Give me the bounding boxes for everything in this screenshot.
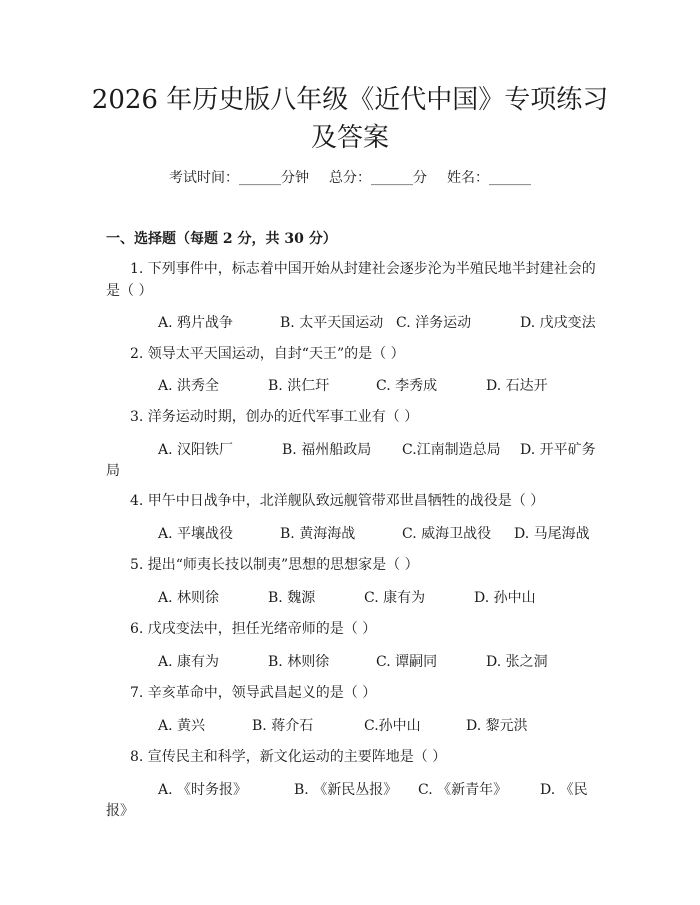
exam-meta: [0, 168, 700, 188]
question-1: [106, 259, 606, 279]
question-text: 4. 甲午中日战争中，北洋舰队致远舰管带邓世昌牺牲的战役是（ ）: [130, 493, 545, 509]
option-d[interactable]: D. 《民: [540, 782, 588, 798]
question-3-option-wrap: 局: [106, 463, 120, 479]
question-text: 1. 下列事件中，标志着中国开始从封建社会逐步沦为半殖民地半封建社会的: [130, 261, 596, 277]
question-7: [106, 683, 606, 703]
question-3: [106, 407, 606, 427]
option-b[interactable]: B. 太平天国运动: [280, 315, 384, 331]
question-text: 6. 戊戌变法中，担任光绪帝师的是（ ）: [130, 621, 377, 637]
page-title: 2026 年历史版八年级《近代中国》专项练习: [91, 85, 609, 115]
option-c[interactable]: C. 康有为: [364, 590, 426, 606]
question-6: [106, 619, 606, 639]
option-d[interactable]: D. 黎元洪: [466, 718, 528, 734]
page-title-continued: 及答案: [310, 123, 389, 153]
option-a[interactable]: A. 《时务报》: [158, 782, 248, 798]
question-2: [106, 344, 606, 364]
section-title-choice: 一、选择题（每题 2 分，共 30 分）: [106, 231, 337, 247]
option-b[interactable]: B. 林则徐: [268, 654, 330, 670]
question-text: 8. 宣传民主和科学，新文化运动的主要阵地是（ ）: [130, 749, 447, 765]
option-a[interactable]: A. 鸦片战争: [158, 315, 234, 331]
option-a[interactable]: A. 林则徐: [158, 590, 220, 606]
question-8-option-wrap: 报》: [106, 803, 134, 819]
option-c[interactable]: C. 威海卫战役: [402, 526, 492, 542]
option-a[interactable]: A. 康有为: [158, 654, 220, 670]
option-c[interactable]: C. 谭嗣同: [376, 654, 438, 670]
option-b[interactable]: B. 黄海海战: [280, 526, 356, 542]
option-c[interactable]: C. 李秀成: [376, 378, 438, 394]
option-a[interactable]: A. 汉阳铁厂: [158, 442, 234, 458]
option-a[interactable]: A. 平壤战役: [158, 526, 234, 542]
option-c[interactable]: C.江南制造总局: [402, 442, 501, 458]
option-c[interactable]: C. 洋务运动: [396, 315, 472, 331]
question-text-continued: 是（ ）: [106, 283, 153, 299]
option-b[interactable]: B. 蒋介石: [252, 718, 314, 734]
question-5: [106, 555, 606, 575]
option-c[interactable]: C. 《新青年》: [418, 782, 508, 798]
option-d[interactable]: D. 石达开: [486, 378, 548, 394]
option-d[interactable]: D. 孙中山: [474, 590, 536, 606]
option-d[interactable]: D. 张之洞: [486, 654, 548, 670]
option-c[interactable]: C.孙中山: [364, 718, 421, 734]
exam-name: 姓名：______: [447, 170, 531, 186]
option-d[interactable]: D. 开平矿务: [520, 442, 596, 458]
option-a[interactable]: A. 黄兴: [158, 718, 206, 734]
question-1-continued: [106, 281, 606, 301]
option-b[interactable]: B. 《新民丛报》: [294, 782, 398, 798]
option-d[interactable]: D. 戊戌变法: [520, 315, 596, 331]
exam-time: 考试时间：______分钟: [169, 170, 309, 186]
question-4: [106, 491, 606, 511]
exam-score: 总分：______分: [329, 170, 427, 186]
option-b[interactable]: B. 洪仁玕: [268, 378, 330, 394]
option-a[interactable]: A. 洪秀全: [158, 378, 220, 394]
question-text: 7. 辛亥革命中，领导武昌起义的是（ ）: [130, 685, 377, 701]
option-d[interactable]: D. 马尾海战: [514, 526, 590, 542]
option-b[interactable]: B. 魏源: [268, 590, 316, 606]
option-b[interactable]: B. 福州船政局: [282, 442, 372, 458]
question-text: 3. 洋务运动时期，创办的近代军事工业有（ ）: [130, 409, 419, 425]
question-text: 5. 提出“师夷长技以制夷”思想的思想家是（ ）: [130, 557, 419, 573]
question-8: [106, 747, 606, 767]
question-text: 2. 领导太平天国运动，自封“天王”的是（ ）: [130, 346, 405, 362]
